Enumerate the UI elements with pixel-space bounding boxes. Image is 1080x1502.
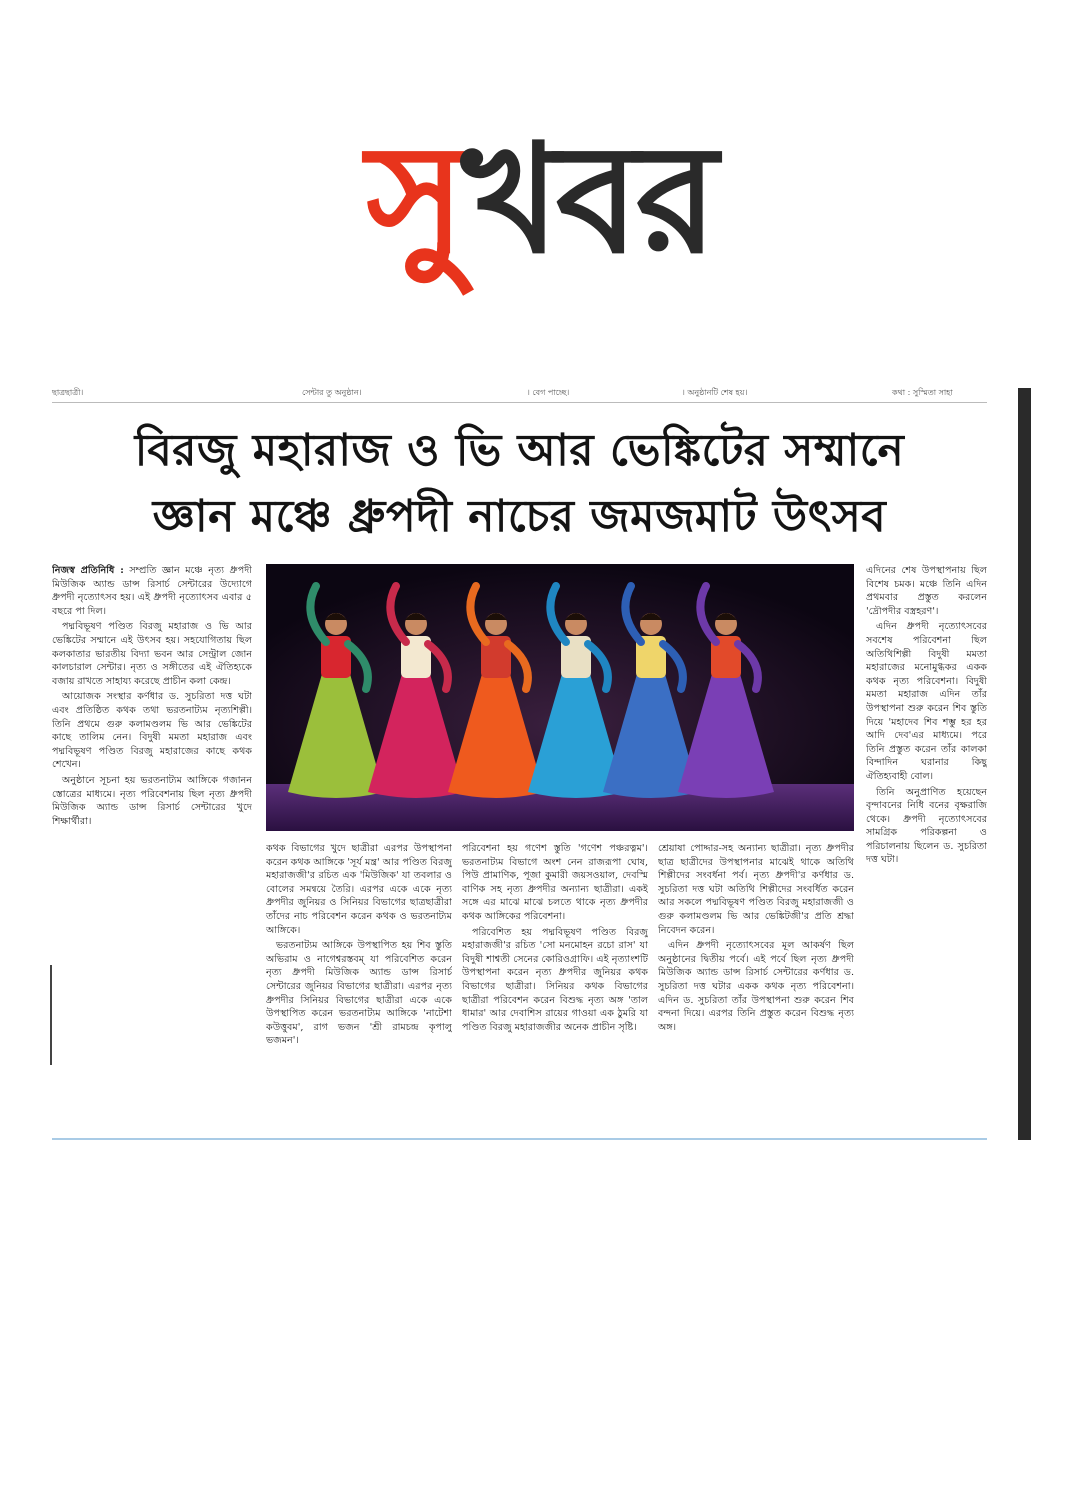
logo-part-dark: খবর	[461, 113, 714, 287]
logo-part-red: সু	[366, 113, 462, 287]
article-column-4	[658, 842, 854, 1127]
dancers-photo	[266, 564, 854, 831]
headline-line-1: বিরজু মহারাজ ও ভি আর ভেঙ্কিটের সম্মানে	[134, 425, 905, 476]
masthead	[0, 90, 1080, 310]
paragraph: এদিন ধ্রুপদী নৃত্যোৎসবের মূল আকর্ষণ ছিল অনুষ্ঠানের দ্বিতীয় পর্বে। এই পর্বে ছিল নৃত্য ধ্রুপদী মিউজিক অ্যান্ড ডান্স রিসার্চ সেন্টারের কর্ণধার ড. সুচরিতা দত্ত ঘটার একক কথক নৃত্য পরিবেশনা। এদিন ড. সুচরিতা তাঁর উপস্থাপনা শুরু করেন শিব বন্দনা দিয়ে। এরপর তিনি প্রস্তুত করেন বিশুদ্ধ নৃত্য অঙ্গ।	[658, 940, 854, 1033]
headline	[52, 418, 987, 550]
paragraph: শ্রেয়াষা পোদ্দার-সহ অন্যান্য ছাত্রীরা। নৃত্য ধ্রুপদীর ছাত্র ছাত্রীদের উপস্থাপনার মাঝেই থাকে অতিথি শিল্পীদের সংবর্ধনা পর্ব। নৃত্য ধ্রুপদী'র কর্ণধার ড. সুচরিতা দত্ত ঘটা অতিথি শিল্পীদের সংবর্ধিত করেন আর সকলে পদ্মবিভূষণ পণ্ডিত বিরজু মহারাজজী ও গুরু কলামণ্ডলম ভি আর ভেঙ্কিটজী'র প্রতি শ্রদ্ধা নিবেদন করেন।	[658, 843, 854, 936]
paragraph: ভরতনাট্যম আঙ্গিকে উপস্থাপিত হয় শিব স্তুতি অভিরাম ও নাগেশ্বরস্তবম্ যা পরিবেশিত করেন নৃত্য ধ্রুপদী মিউজিক অ্যান্ড ডান্স রিসার্চ সেন্টারের জুনিয়র বিভাগের ছাত্রীরা। এরপর নৃত্য ধ্রুপদীর সিনিয়র বিভাগের ছাত্রীরা একে একে উপস্থাপিত করেন ভরতনাট্যম আঙ্গিকে 'নাটেশা কউত্তুবম', রাগ ভজন 'শ্রী রামচন্দ্র কৃপালু ভজমন'।	[266, 940, 452, 1047]
paragraph: কথক বিভাগের খুদে ছাত্রীরা এরপর উপস্থাপনা করেন কথক আঙ্গিকে 'সূর্য মন্ত্র' আর পণ্ডিত বিরজু মহারাজজী'র রচিত এক 'মিউজিক' যা তবলার ও বোলের সমন্বয়ে তৈরি। এরপর একে একে নৃত্য ধ্রুপদীর জুনিয়র ও সিনিয়র বিভাগের ছাত্রছাত্রীরা তাঁদের নাচ পরিবেশন করেন কথক ও ভরতনাট্যম আঙ্গিকে।	[266, 843, 452, 936]
strip-text: সেন্টার তু অনুষ্ঠান।	[302, 388, 362, 397]
page-edge-bar	[1018, 388, 1031, 1140]
strip-text: কথা : সুস্মিতা সাহা	[892, 388, 953, 397]
strip-text: । অনুষ্ঠানটি শেষ হয়।	[682, 388, 748, 397]
strip-text: । বেগ পাচ্ছে।	[527, 388, 570, 397]
bottom-rule	[52, 1138, 987, 1140]
logo	[366, 90, 714, 310]
article-column-3	[462, 842, 648, 1127]
article-column-5	[866, 564, 987, 1124]
paragraph: এদিনের শেষ উপস্থাপনায় ছিল বিশেষ চমক। মঞ্চে তিনি এদিন প্রথমবার প্রস্তুত করলেন 'দ্রৌপদীর বস্ত্রহরণ'।	[866, 565, 987, 617]
strip-text: ছাত্রছাত্রী।	[52, 388, 84, 397]
paragraph: তিনি অনুপ্রাণিত হয়েছেন বৃন্দাবনের নিধি বনের বৃক্ষরাজি থেকে। ধ্রুপদী নৃত্যোৎসবের সামগ্রিক পরিকল্পনা ও পরিচালনায় ছিলেন ড. সুচরিতা দত্ত ঘটা।	[866, 786, 987, 866]
paragraph: পরিবেশিত হয় পদ্মবিভূষণ পণ্ডিত বিরজু মহারাজজী'র রচিত 'সো মনমোহন রচো রাস' যা বিদুষী শাশ্বতী সেনের কোরিওগ্রাফি। এই নৃত্যাংশটি উপস্থাপনা করেন নৃত্য ধ্রুপদীর জুনিয়র কথক বিভাগের ছাত্রীরা। সিনিয়র কথক বিভাগের ছাত্রীরা পরিবেশন করেন বিশুদ্ধ নৃত্য অঙ্গ 'তাল ধামার' আর দেবাশিস রায়ের গাওয়া এক ঠুমরি যা পণ্ডিত বিরজু মহারাজজীর অনেক প্রাচীন সৃষ্টি।	[462, 926, 648, 1033]
paragraph: এদিন ধ্রুপদী নৃত্যোৎসবের সবশেষ পরিবেশনা ছিল অতিথিশিল্পী বিদুষী মমতা মহারাজের মনোমুগ্ধকর একক কথক নৃত্য পরিবেশনা। বিদুষী মমতা মহারাজ এদিন তাঁর উপস্থাপনা শুরু করেন শিব স্তুতি দিয়ে 'মহাদেব শিব শম্ভু হর হর আদি দেব'এর মাধ্যমে। পরে তিনি প্রস্তুত করেন তাঁর কালকা বিন্দাদিন ঘরানার কিছু ঐতিহ্যবাহী বোল।	[866, 621, 987, 782]
paragraph: অনুষ্ঠানে সূচনা হয় ভরতনাট্যম আঙ্গিকে গজানন স্তোত্রের মাধ্যমে। নৃত্য পরিবেশনায় ছিল নৃত্য ধ্রুপদী মিউজিক অ্যান্ড ডান্স রিসার্চ সেন্টারের খুদে শিক্ষার্থীরা।	[52, 774, 252, 827]
paragraph: পদ্মবিভূষণ পণ্ডিত বিরজু মহারাজ ও ভি আর ভেঙ্কিটের সম্মানে এই উৎসব হয়। সহযোগিতায় ছিল কলকাতার ভারতীয় বিদ্যা ভবন আর সেন্ট্রাল জোন কালচারাল সেন্টার। নৃত্য ও সঙ্গীতের এই ঐতিহ্যকে বজায় রাখতে সাহায্য করেছে প্রাচীন কলা কেন্দ্র।	[52, 621, 252, 687]
article-column-1	[52, 564, 252, 1124]
byline: নিজস্ব প্রতিনিধি :	[52, 565, 124, 576]
paragraph: পরিবেশনা হয় গণেশ স্তুতি 'গণেশ পঞ্চরত্নম'। ভরতনাট্যম বিভাগে অংশ নেন রাজরূপা ঘোষ, পিউ প্রামাণিক, পূজা কুমারী জয়সওয়াল, দেবস্মি বাণিক সহ নৃত্য ধ্রুপদীর অন্যান্য ছাত্রীরা। একই সঙ্গে এর মাঝে মাঝে চলতে থাকে নৃত্য ধ্রুপদীর কথক আঙ্গিকের পরিবেশনা।	[462, 843, 648, 922]
article-column-2	[266, 842, 452, 1127]
newspaper-clipping	[52, 388, 987, 1140]
paragraph: নিজস্ব প্রতিনিধি : সম্প্রতি জ্ঞান মঞ্চে নৃত্য ধ্রুপদী মিউজিক অ্যান্ড ডান্স রিসার্চ সেন্টারের উদ্যোগে ধ্রুপদী নৃত্যোৎসব হয়। এই ধ্রুপদী নৃত্যোৎসব এবার ৫ বছরে পা দিল।	[52, 565, 252, 617]
headline-line-2: জ্ঞান মঞ্চে ধ্রুপদী নাচের জমজমাট উৎসব	[152, 491, 887, 542]
previous-article-strip	[52, 388, 987, 403]
paragraph: আয়োজক সংস্থার কর্ণধার ড. সুচরিতা দত্ত ঘটা এবং প্রতিষ্ঠিত কথক তথা ভরতনাট্যম নৃত্যশিল্পী। তিনি প্রথমে গুরু কলামণ্ডলম ভি আর ভেঙ্কিটের কাছে তালিম নেন। বিদুষী মমতা মহারাজ এবং পদ্মবিভূষণ পণ্ডিত বিরজু মহারাজের কাছে কথক শেখেন।	[52, 691, 252, 771]
dancers-illustration	[266, 564, 854, 831]
